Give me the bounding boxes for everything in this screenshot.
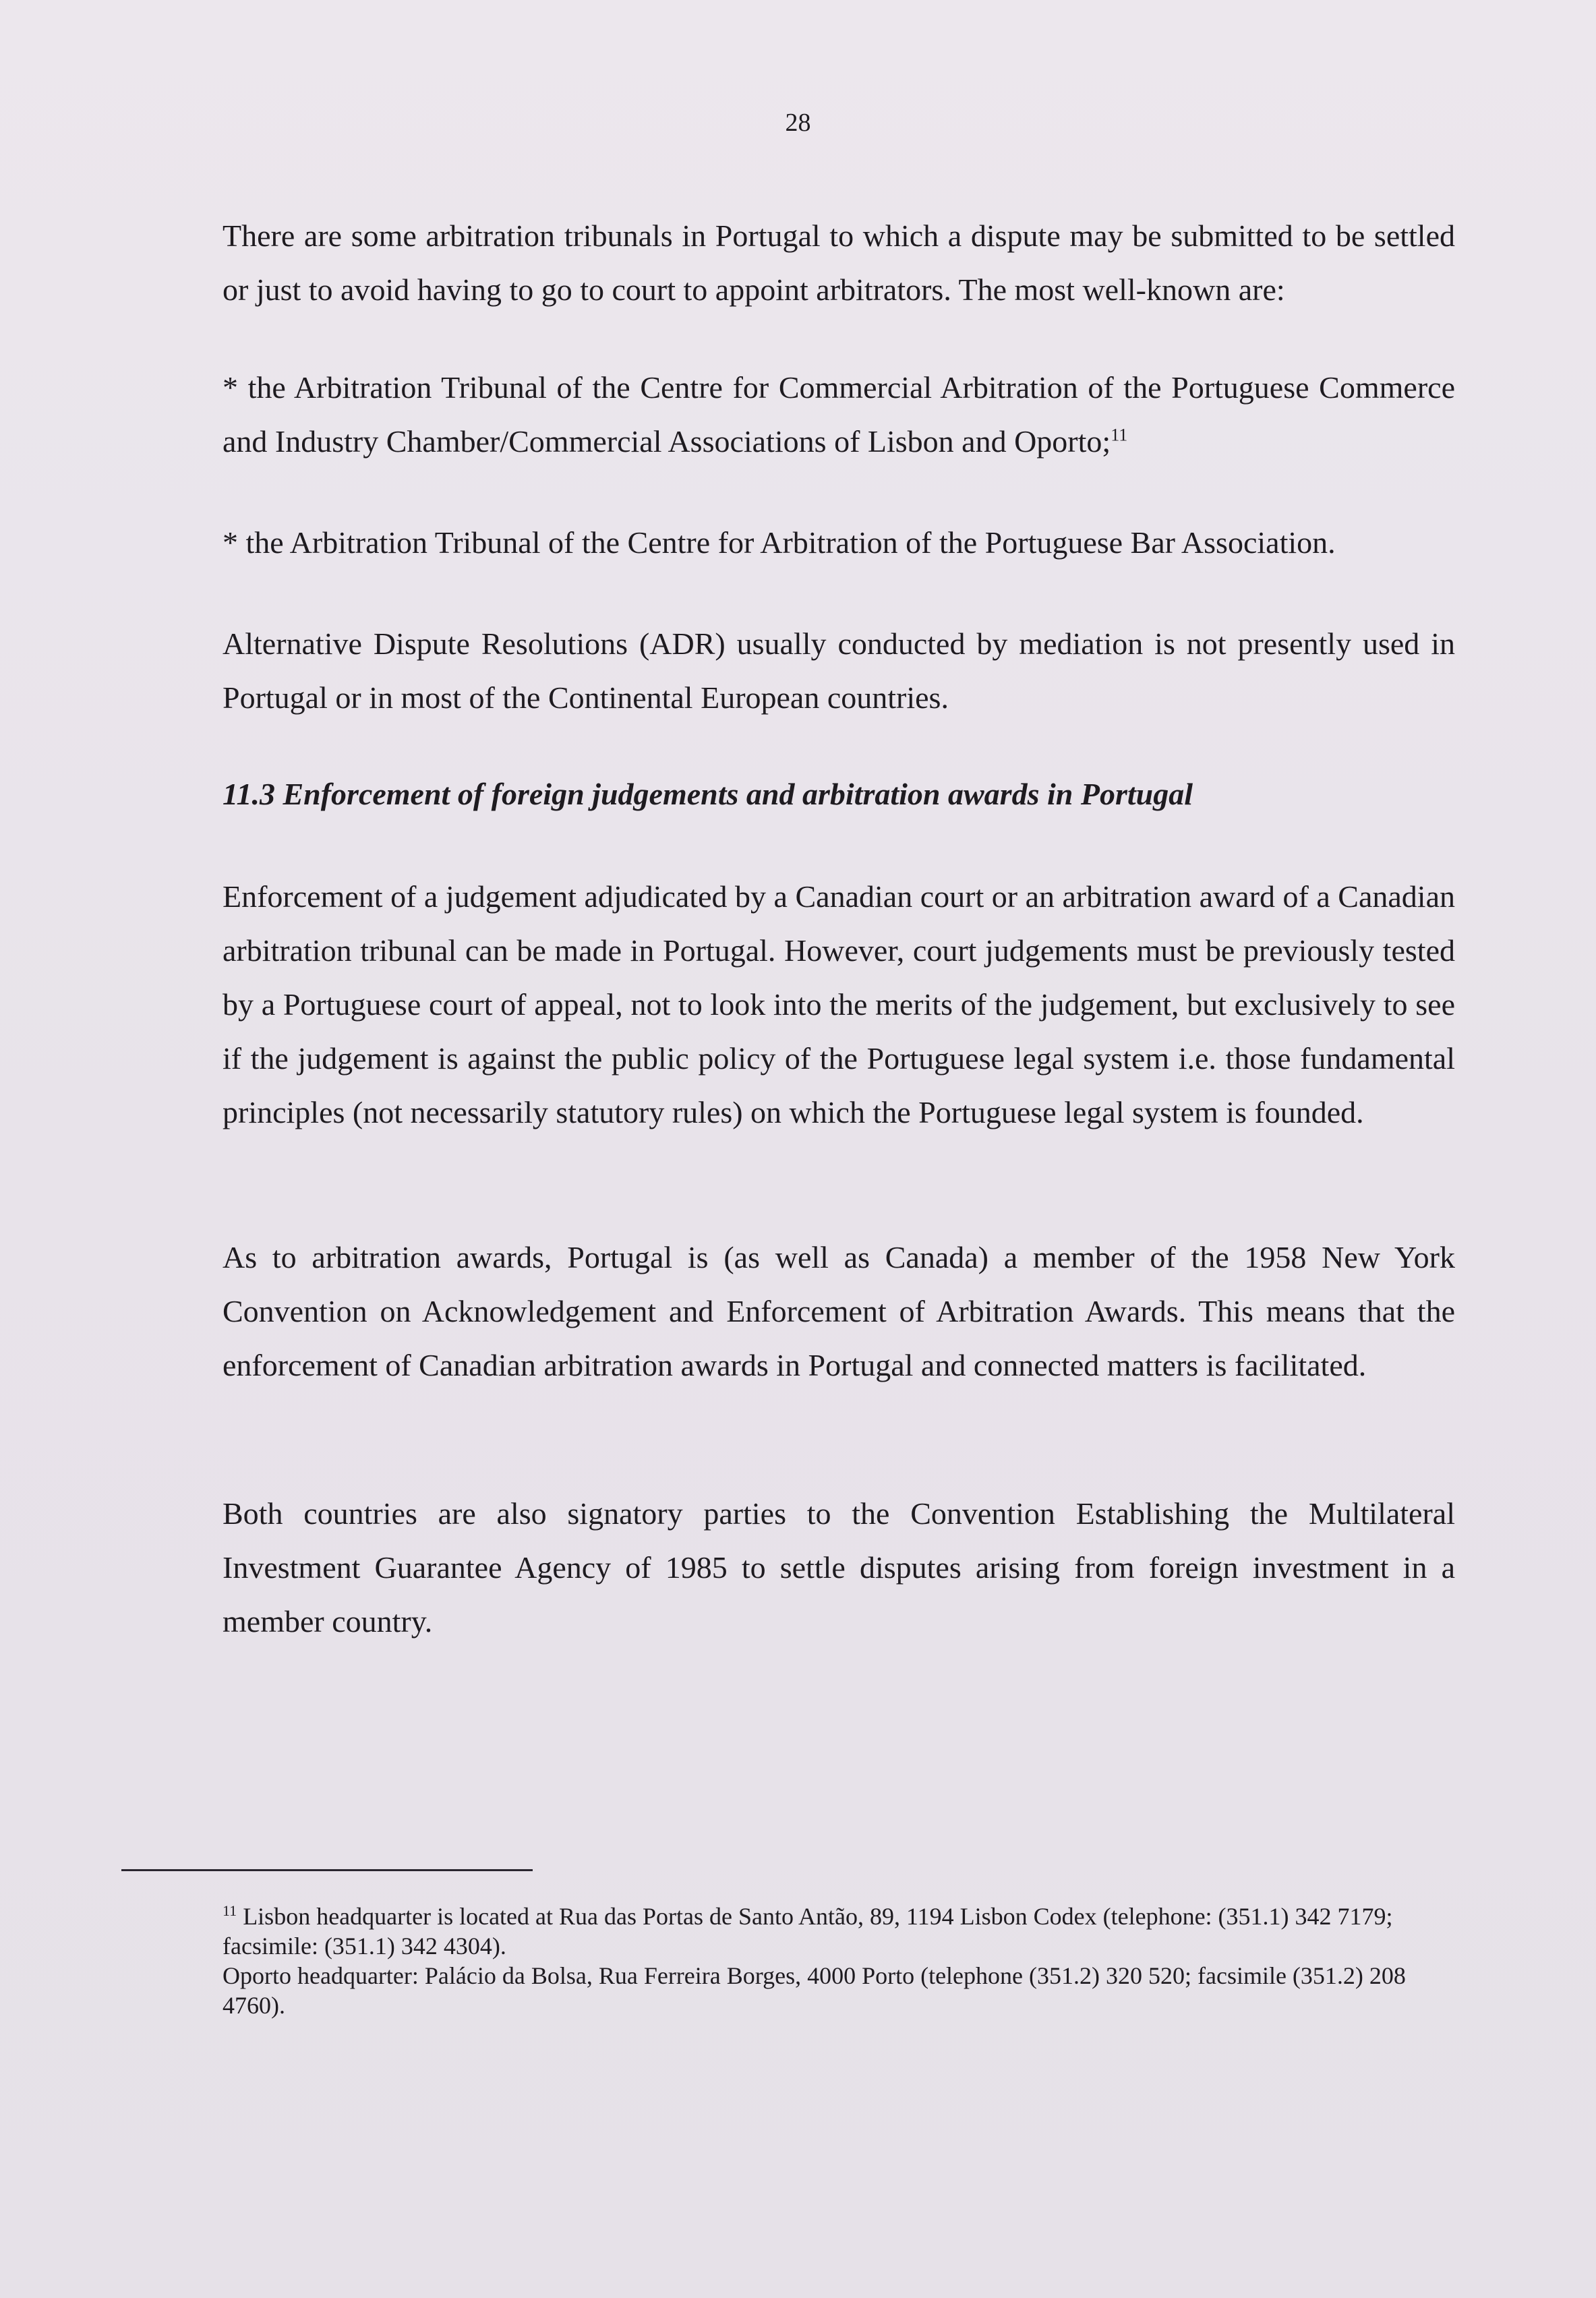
paragraph-text: Enforcement of a judgement adjudicated by a Canadian court or an arbitration award of a Canadian arbitration tribunal can be made in Portugal. However, court judgements must be previously tested by a Portuguese court of appeal, not to look into the merits of the judgement, but exclusively to see if the judgement is against the public policy of the Portuguese legal system i.e. those fundamental principles (not necessarily statutory rules) on which the Portuguese legal system is founded.: [223, 879, 1455, 1129]
footnote: [223, 1902, 1455, 2020]
paragraph-text: * the Arbitration Tribunal of the Centre for Arbitration of the Portuguese Bar Association.: [223, 525, 1336, 560]
section-heading: 11.3 Enforcement of foreign judgements and arbitration awards in Portugal: [223, 777, 1193, 811]
paragraph-commerce-tribunal: [223, 361, 1455, 469]
footnote-divider: [121, 1869, 533, 1871]
paragraph-bar-tribunal: [223, 516, 1455, 570]
paragraph-arbitration-awards: [223, 1231, 1455, 1392]
paragraph-enforcement: [223, 870, 1455, 1140]
paragraph-miga-convention: [223, 1487, 1455, 1649]
paragraph-arbitration-tribunals: [223, 209, 1455, 317]
paragraph-text: Alternative Dispute Resolutions (ADR) usually conducted by mediation is not presently used in Portugal or in most of the Continental European countries.: [223, 626, 1455, 715]
paragraph-text: As to arbitration awards, Portugal is (as well as Canada) a member of the 1958 New York Convention on Acknowledgement and Enforcement of Arbitration Awards. This means that the enforcement of Canadian arbitration awards in Portugal and connected matters is facilitated.: [223, 1240, 1455, 1382]
page-number: 28: [785, 109, 811, 137]
paragraph-text: Both countries are also signatory parties to the Convention Establishing the Multilateral Investment Guarantee Agency of 1985 to settle disputes arising from foreign investment in a member country.: [223, 1496, 1455, 1639]
footnote-oporto: Oporto headquarter: Palácio da Bolsa, Rua Ferreira Borges, 4000 Porto (telephone (351.2) 320 520; facsimile (351.2) 208 4760).: [223, 1962, 1406, 2019]
footnote-reference: 11: [1111, 425, 1128, 445]
paragraph-text: There are some arbitration tribunals in Portugal to which a dispute may be submitted to be settled or just to avoid having to go to court to appoint arbitrators. The most well-known are:: [223, 218, 1455, 307]
paragraph-adr: [223, 617, 1455, 725]
footnote-mark: 11: [223, 1902, 237, 1919]
paragraph-text: * the Arbitration Tribunal of the Centre for Commercial Arbitration of the Portuguese Commerce and Industry Chamber/Commercial Associations of Lisbon and Oporto;: [223, 370, 1455, 459]
footnote-lisbon: Lisbon headquarter is located at Rua das Portas de Santo Antão, 89, 1194 Lisbon Codex (telephone: (351.1) 342 7179; facsimile: (351.1) 342 4304).: [223, 1903, 1393, 1960]
